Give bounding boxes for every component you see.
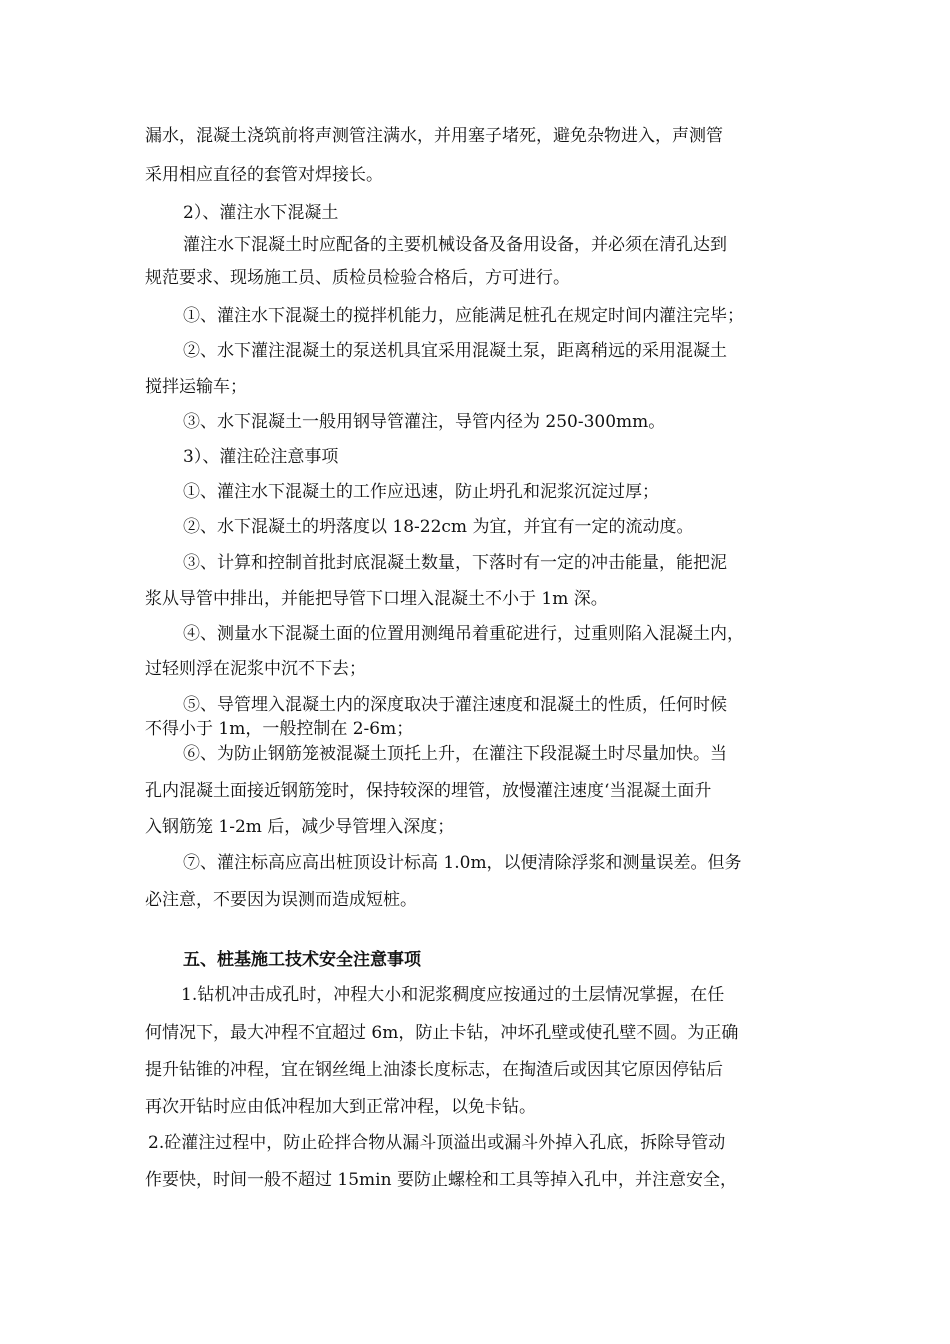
text-line: 入钢筋笼 1-2m 后，减少导管埋入深度； xyxy=(145,817,455,837)
text-line: 必注意，不要因为误测而造成短桩。 xyxy=(145,890,417,910)
text-line: 漏水，混凝土浇筑前将声测管注满水，并用塞子堵死，避免杂物进入，声测管 xyxy=(145,126,723,146)
list-item: ⑤、导管埋入混凝土内的深度取决于灌注速度和混凝土的性质，任何时候 xyxy=(183,695,727,715)
subsection-heading: 3）、灌注砼注意事项 xyxy=(183,447,339,467)
subsection-heading: 2）、灌注水下混凝土 xyxy=(183,203,339,223)
text-line: 何情况下，最大冲程不宜超过 6m，防止卡钻，冲坏孔壁或使孔壁不圆。为正确 xyxy=(145,1023,739,1043)
text-line: 提升钻锥的冲程，宜在钢丝绳上油漆长度标志，在掏渣后或因其它原因停钻后 xyxy=(145,1060,723,1080)
text-line: 作要快，时间一般不超过 15min 要防止螺栓和工具等掉入孔中，并注意安全， xyxy=(145,1170,737,1190)
list-item: ②、水下灌注混凝土的泵送机具宜采用混凝土泵，距离稍远的采用混凝土 xyxy=(183,341,727,361)
text-line: 不得小于 1m，一般控制在 2-6m； xyxy=(145,719,414,739)
list-item: ②、水下混凝土的坍落度以 18-22cm 为宜，并宜有一定的流动度。 xyxy=(183,517,694,537)
text-line: 孔内混凝土面接近钢筋笼时，保持较深的埋管，放慢灌注速度‘当混凝土面升 xyxy=(145,781,712,801)
section-heading: 五、桩基施工技术安全注意事项 xyxy=(183,950,421,970)
text-line: 灌注水下混凝土时应配备的主要机械设备及备用设备，并必须在清孔达到 xyxy=(183,235,727,255)
list-item: ①、灌注水下混凝土的搅拌机能力，应能满足桩孔在规定时间内灌注完毕； xyxy=(183,306,744,326)
list-item: ①、灌注水下混凝土的工作应迅速，防止坍孔和泥浆沉淀过厚； xyxy=(183,482,659,502)
text-line: 浆从导管中排出，并能把导管下口埋入混凝土不小于 1m 深。 xyxy=(145,589,608,609)
list-item: ⑦、灌注标高应高出桩顶设计标高 1.0m，以便清除浮浆和测量误差。但务 xyxy=(183,853,742,873)
text-line: 过轻则浮在泥浆中沉不下去； xyxy=(145,659,366,679)
text-line: 1.钻机冲击成孔时，冲程大小和泥浆稠度应按通过的土层情况掌握，在任 xyxy=(181,985,725,1005)
text-line: 搅拌运输车； xyxy=(145,377,247,397)
list-item: ⑥、为防止钢筋笼被混凝土顶托上升，在灌注下段混凝土时尽量加快。当 xyxy=(183,744,727,764)
list-item: ③、计算和控制首批封底混凝土数量，下落时有一定的冲击能量，能把泥 xyxy=(183,553,727,573)
text-line: 再次开钻时应由低冲程加大到正常冲程，以免卡钻。 xyxy=(145,1097,536,1117)
text-line: 2.砼灌注过程中，防止砼拌合物从漏斗顶溢出或漏斗外掉入孔底，拆除导管动 xyxy=(148,1133,726,1153)
list-item: ③、水下混凝土一般用钢导管灌注，导管内径为 250-300mm。 xyxy=(183,412,666,432)
text-line: 采用相应直径的套管对焊接长。 xyxy=(145,165,383,185)
list-item: ④、测量水下混凝土面的位置用测绳吊着重砣进行，过重则陷入混凝土内， xyxy=(183,624,744,644)
text-line: 规范要求、现场施工员、质检员检验合格后，方可进行。 xyxy=(145,268,570,288)
